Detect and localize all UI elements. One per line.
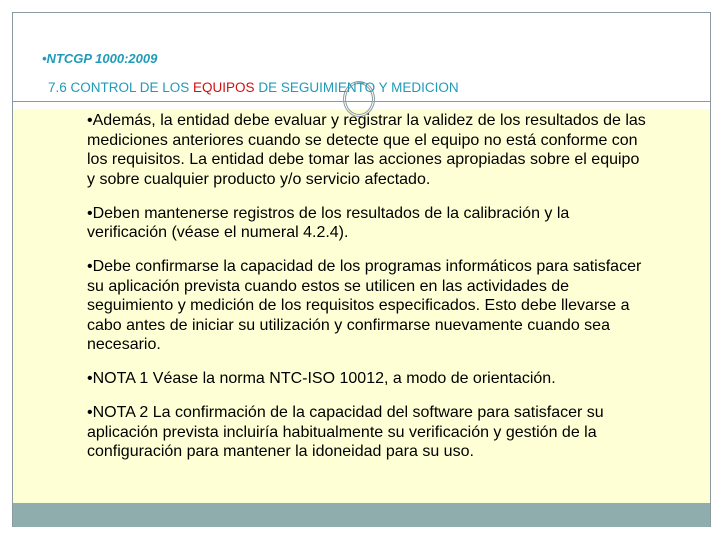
slide [12,12,711,527]
paragraph: •NOTA 1 Véase la norma NTC-ISO 10012, a modo de orientación. [87,370,556,387]
paragraph: •Deben mantenerse registros de los resultados de la calibración y la verificación (véase el numeral 4.2.4). [87,204,570,241]
paragraph: •NOTA 2 La confirmación de la capacidad del software para satisfacer su aplicación prevista incluiría habitualmente su verificación y gestión de la configuración para mantener la idoneidad para su uso. [87,404,604,460]
title-suffix: DE SEGUIMIENTO Y MEDICION [254,80,459,95]
footer-band [13,503,710,527]
title-prefix: 7.6 CONTROL DE LOS [48,80,194,95]
paragraph: •Además, la entidad debe evaluar y registrar la validez de los resultados de las mediciones anteriores cuando se detecte que el equipo no está conforme con los requisitos. La entidad debe tomar las acciones apropiadas sobre el equipo y sobre cualquier producto y/o servicio afectado. [87,112,646,188]
slide-title [48,80,459,95]
slide-subtitle: •NTCGP 1000:2009 [42,51,158,66]
slide-body [87,111,647,476]
title-highlight: EQUIPOS [193,80,255,95]
paragraph: •Debe confirmarse la capacidad de los programas informáticos para satisfacer su aplicación prevista cuando estos se utilicen en las actividades de seguimiento y medición de los requisitos especificados. Esto debe llevarse a cabo antes de iniciar su utilización y confirmarse nuevamente cuando sea necesario. [87,258,642,353]
